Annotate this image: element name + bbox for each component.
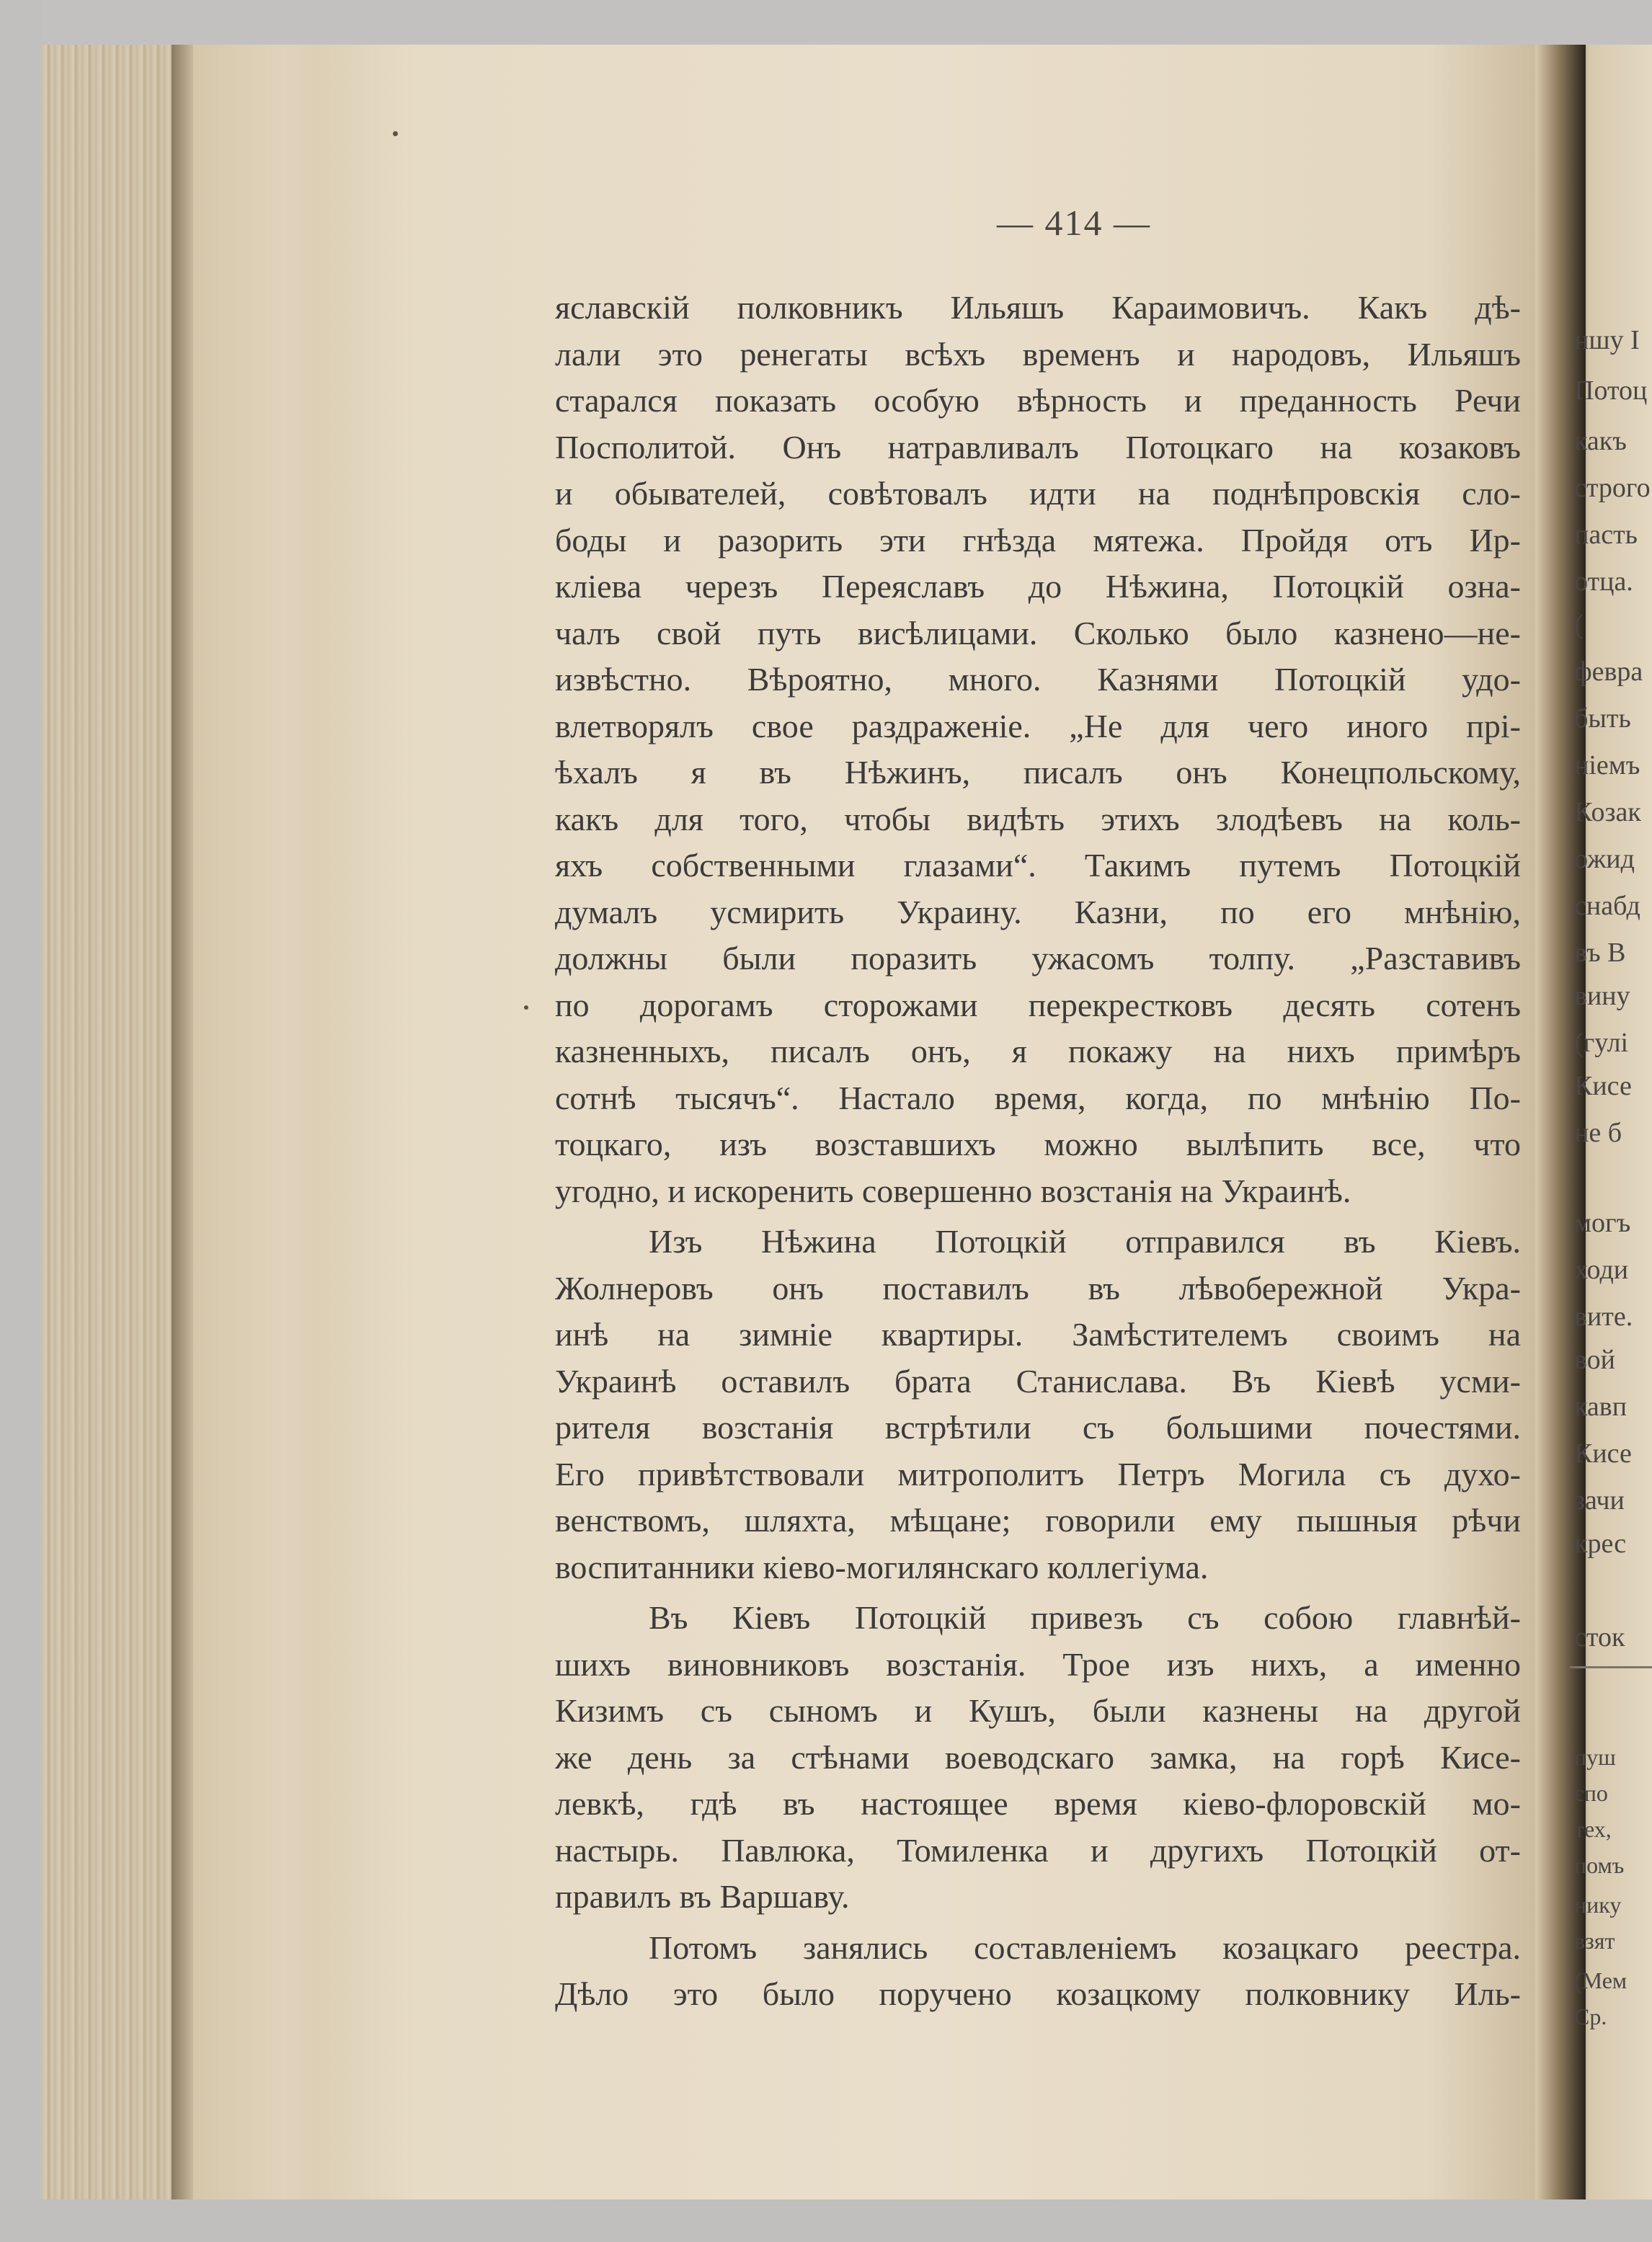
facing-page-line: ніемъ xyxy=(1574,750,1640,780)
facing-page-line: (Мем xyxy=(1574,1967,1627,1993)
text-line: правилъ въ Варшаву. xyxy=(555,1878,850,1915)
text-line: Украинѣ оставилъ брата Станислава. Въ Кіевѣ усми- xyxy=(555,1362,1521,1400)
facing-page-line: ходи xyxy=(1574,1255,1629,1285)
scanner-bottom-margin xyxy=(0,2199,1652,2242)
text-line: Жолнеровъ онъ поставилъ въ лѣвобережной Укра- xyxy=(555,1269,1521,1307)
facing-page-line: вите. xyxy=(1574,1302,1633,1332)
paper-speck xyxy=(393,131,398,136)
page-text xyxy=(555,285,1521,2018)
facing-page-line: крес xyxy=(1574,1529,1627,1559)
text-line: Его привѣтствовали митрополитъ Петръ Могила съ духо- xyxy=(555,1455,1521,1493)
text-line: ѣхалъ я въ Нѣжинъ, писалъ онъ Конецпольскому, xyxy=(555,754,1521,791)
text-line: думалъ усмирить Украину. Казни, по его мнѣнію, xyxy=(555,893,1521,930)
text-line: настырь. Павлюка, Томиленка и другихъ Потоцкій от- xyxy=(555,1831,1521,1869)
book-fore-edge xyxy=(42,45,172,2199)
facing-page-line: Ср. xyxy=(1574,2003,1607,2029)
text-line: клiева черезъ Переяславъ до Нѣжина, Потоцкій озна- xyxy=(555,568,1521,605)
text-line: инѣ на зимніе квартиры. Замѣстителемъ своимъ на xyxy=(555,1316,1521,1353)
text-line: тоцкаго, изъ возставшихъ можно вылѣпить все, что xyxy=(555,1126,1521,1162)
text-line: левкѣ, гдѣ въ настоящее время кіево-флоровскій мо- xyxy=(555,1785,1521,1822)
facing-page-line: пасть xyxy=(1574,520,1638,550)
text-line: старался показать особую вѣрность и преданность Речи xyxy=(555,382,1521,419)
facing-page-footnote-rule xyxy=(1570,1666,1652,1668)
facing-page-line: строго xyxy=(1574,473,1651,503)
facing-page-line: вой xyxy=(1574,1345,1616,1375)
page-number: — 414 — xyxy=(997,203,1151,243)
text-line: яхъ собственными глазами“. Такимъ путемъ Потоцкій xyxy=(555,847,1521,884)
scanner-left-margin xyxy=(0,0,42,2242)
text-line: же день за стѣнами воеводскаго замка, на горѣ Кисе- xyxy=(555,1738,1521,1776)
facing-page-line: Кисе xyxy=(1574,1438,1632,1469)
facing-page-line: сток xyxy=(1574,1622,1625,1652)
text-line: рителя возстанія встрѣтили съ большими почестями. xyxy=(555,1409,1521,1446)
text-line: угодно, и искоренить совершенно возстанія на Украинѣ. xyxy=(555,1172,1351,1209)
facing-page-line: кавп xyxy=(1574,1392,1627,1422)
text-line: влетворялъ свое раздраженіе. „Не для чего иного прі- xyxy=(555,707,1521,744)
text-line: Посполитой. Онъ натравливалъ Потоцкаго на козаковъ xyxy=(555,428,1521,466)
facing-page-line: снабд xyxy=(1574,891,1640,921)
text-line: чалъ свой путь висѣлицами. Сколько было казнено—не- xyxy=(555,614,1521,651)
facing-page-line: Потоц xyxy=(1574,375,1648,406)
facing-page-line: вину xyxy=(1574,981,1630,1011)
text-line: и обывателей, совѣтовалъ идти на поднѣпровскія сло- xyxy=(555,475,1521,512)
text-line: сотнѣ тысячъ“. Настало время, когда, по мнѣнію По- xyxy=(555,1079,1521,1116)
facing-page-line: не б xyxy=(1574,1118,1622,1148)
text-line: по дорогамъ сторожами перекрестковъ десять сотенъ xyxy=(555,986,1521,1023)
text-line: шихъ виновниковъ возстанія. Трое изъ нихъ, а именно xyxy=(555,1645,1521,1683)
fore-edge-shadow xyxy=(172,45,193,2199)
facing-page-line: пуш xyxy=(1574,1744,1616,1770)
text-line: венствомъ, шляхта, мѣщане; говорили ему пышныя рѣчи xyxy=(555,1502,1521,1539)
facing-page-line: какъ xyxy=(1574,426,1627,456)
facing-page-line: нику xyxy=(1574,1892,1622,1918)
facing-page-line: быть xyxy=(1574,703,1631,734)
text-line: боды и разорить эти гнѣзда мятежа. Пройдя отъ Ир- xyxy=(555,521,1521,559)
paper-speck xyxy=(524,1005,528,1010)
facing-page-line: зачи xyxy=(1574,1485,1625,1516)
facing-page-line: февра xyxy=(1574,657,1643,687)
text-line: казненныхъ, писалъ онъ, я покажу на нихъ примѣръ xyxy=(555,1033,1521,1069)
facing-page-line: Кисе xyxy=(1574,1071,1632,1101)
text-line: Изъ Нѣжина Потоцкій отправился въ Кіевъ. xyxy=(649,1223,1521,1260)
text-line: Въ Кіевъ Потоцкій привезъ съ собою главнѣй- xyxy=(649,1599,1521,1636)
facing-page-line: ожид xyxy=(1574,844,1635,874)
text-line: извѣстно. Вѣроятно, много. Казнями Потоцкій удо- xyxy=(555,661,1521,698)
scanner-top-margin xyxy=(0,0,1652,45)
text-line: Дѣло это было поручено козацкому полковнику Иль- xyxy=(555,1975,1521,2012)
facing-page-line: єпо xyxy=(1574,1780,1608,1806)
facing-page-line: тех, xyxy=(1574,1816,1612,1842)
text-line: воспитанники кіево-могилянскаго коллегіума. xyxy=(555,1548,1209,1585)
facing-page-line: взят xyxy=(1574,1928,1615,1954)
text-line: Потомъ занялись составленіемъ козацкаго реестра. xyxy=(649,1929,1521,1966)
facing-page-line: ншу I xyxy=(1574,325,1640,355)
facing-page-line: отца. xyxy=(1574,566,1633,597)
facing-page-line: въ В xyxy=(1574,938,1626,968)
text-line: Кизимъ съ сыномъ и Кушъ, были казнены на другой xyxy=(555,1692,1521,1729)
facing-page-line: Козак xyxy=(1574,797,1641,827)
facing-page-line: могъ xyxy=(1574,1208,1631,1238)
text-line: должны были поразить ужасомъ толпу. „Разставивъ xyxy=(555,940,1521,977)
text-line: лали это ренегаты всѣхъ временъ и народовъ, Ильяшъ xyxy=(555,335,1521,373)
text-line: какъ для того, чтобы видѣть этихъ злодѣевъ на коль- xyxy=(555,800,1521,837)
facing-page-line: помъ xyxy=(1574,1852,1625,1878)
text-line: яславскій полковникъ Ильяшъ Караимовичъ. Какъ дѣ- xyxy=(555,289,1521,326)
facing-page-line: (гулі xyxy=(1574,1028,1629,1058)
facing-page-line: ( xyxy=(1574,610,1584,640)
